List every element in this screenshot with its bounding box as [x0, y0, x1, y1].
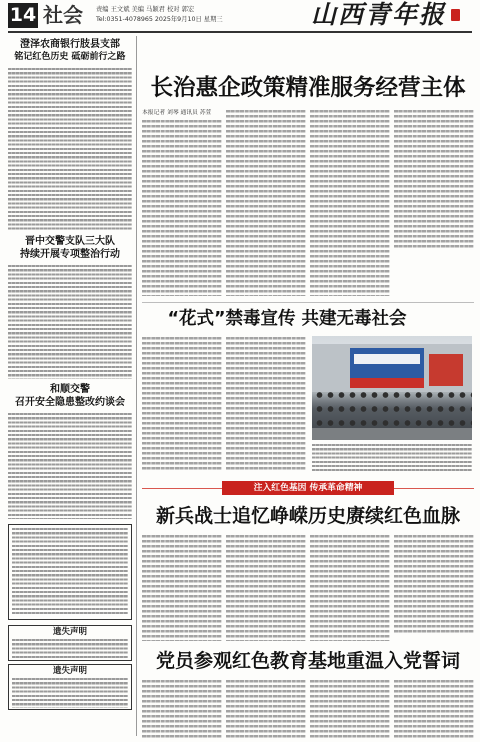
contact-and-date: Tel:0351-4078965 2025年9月10日 星期三 [96, 16, 223, 23]
left-article-2-headline-line-2: 持续开展专项整治行动 [20, 249, 120, 260]
recruits-article-body-col-2 [226, 535, 306, 641]
article-separator [142, 302, 474, 303]
left-article-3-headline-line-1: 和顺交警 [50, 384, 90, 395]
lead-article-body-col-3 [310, 110, 390, 296]
page-number: 14 [9, 4, 37, 26]
left-article-1-headline-line-1: 澄泽农商银行肢县支部 [20, 39, 120, 50]
recruits-article-body-col-3 [310, 535, 390, 641]
anti-drug-event-photo [312, 336, 472, 440]
public-notice-text [12, 528, 128, 616]
anti-drug-article-body-col-2 [226, 337, 306, 471]
lost-notice-text-1 [12, 639, 128, 659]
photo-caption-text [312, 444, 472, 471]
masthead-seal [451, 9, 460, 21]
photo-ground [312, 428, 472, 440]
lost-notice-title-1: 遗失声明 [52, 627, 87, 637]
photo-red-sign [429, 354, 463, 386]
lead-article-byline: 本报记者 刘琴 通讯员 苏萱 [142, 110, 212, 116]
masthead-logo: 山西青年报 [310, 0, 446, 29]
lead-article-body-col-1 [142, 120, 222, 296]
editor-credits: 责编 王文斌 美编 马颖君 校对 郭宏 [96, 6, 195, 13]
anti-drug-article-body-col-1 [142, 337, 222, 471]
lost-notice-text-2 [12, 678, 128, 708]
party-members-article-headline: 党员参观红色教育基地重温入党誓词 [155, 650, 460, 672]
header-rule [8, 31, 472, 33]
recruits-article-body-col-4 [394, 535, 474, 635]
left-article-3-headline-line-2: 召开安全隐患整改约谈会 [15, 397, 125, 408]
left-article-1-headline-line-2: 铭记红色历史 砥砺前行之路 [14, 52, 126, 62]
column-divider [136, 36, 137, 736]
party-members-article-body-col-2 [226, 680, 306, 740]
lead-article-body-col-4 [394, 110, 474, 248]
lost-notice-title-2: 遗失声明 [52, 666, 87, 676]
recruits-article-headline: 新兵战士追忆峥嵘历史赓续红色血脉 [155, 505, 460, 527]
section-banner: 注入红色基因 传承革命精神 [222, 481, 394, 495]
lost-notice-box-1 [8, 625, 132, 661]
recruits-article-body-col-1 [142, 535, 222, 641]
lead-article-headline: 长治惠企政策精准服务经营主体 [150, 75, 466, 101]
left-article-2-headline-line-1: 晋中交警支队三大队 [25, 236, 115, 247]
party-members-article-body-col-3 [310, 680, 390, 740]
section-title: 社会 [43, 3, 83, 27]
lost-notice-box-2 [8, 664, 132, 710]
photo-board-red-band [350, 378, 424, 388]
left-article-3-body-text [8, 413, 132, 519]
left-article-1-body-text [8, 68, 132, 230]
party-members-article-body-col-1 [142, 680, 222, 740]
anti-drug-article-headline: “花式”禁毒宣传 共建无毒社会 [167, 309, 407, 329]
photo-display-board [350, 348, 424, 388]
public-notice-box [8, 524, 132, 620]
left-article-2-body-text [8, 265, 132, 379]
lead-article-body-col-2 [226, 110, 306, 296]
photo-board-strip [354, 354, 420, 364]
party-members-article-body-col-4 [394, 680, 474, 740]
